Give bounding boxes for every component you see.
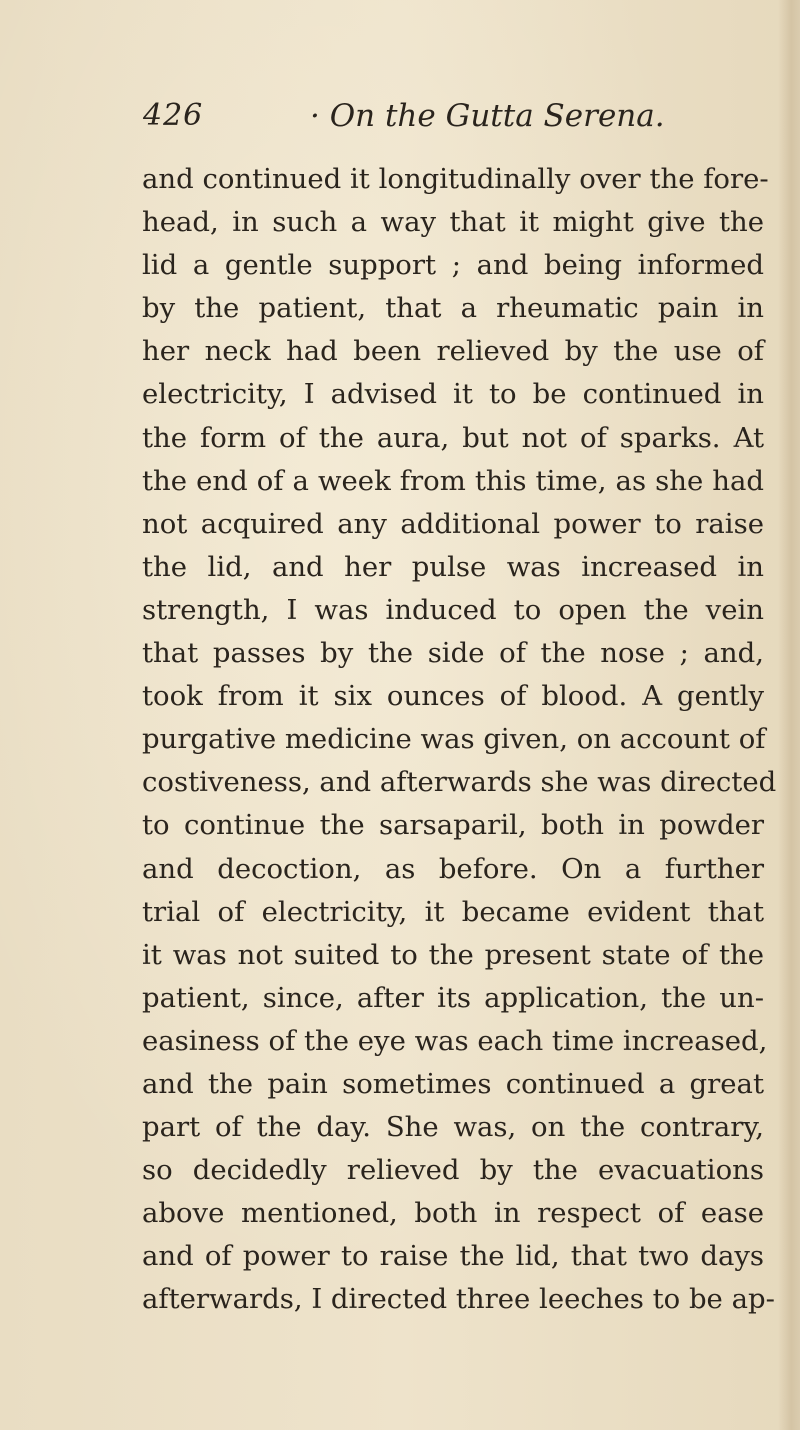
- running-header: [143, 98, 663, 144]
- text-line: by the patient, that a rheumatic pain in: [142, 292, 764, 325]
- text-line: afterwards, I directed three leeches to be ap-: [142, 1283, 775, 1316]
- text-line: it was not suited to the present state of the: [142, 938, 764, 971]
- text-line: the end of a week from this time, as she had: [142, 464, 764, 497]
- text-line: so decidedly relieved by the evacuations: [142, 1154, 764, 1187]
- page-number: 426: [143, 98, 204, 133]
- text-line: electricity, I advised it to be continued in: [142, 378, 764, 411]
- text-line: costiveness, and afterwards she was directed: [142, 766, 777, 799]
- text-line: part of the day. She was, on the contrary,: [142, 1111, 764, 1144]
- text-line: patient, since, after its application, the un-: [142, 981, 764, 1014]
- text-line: strength, I was induced to open the vein: [142, 593, 764, 626]
- text-line: purgative medicine was given, on account of: [142, 723, 766, 756]
- running-title: · On the Gutta Serena.: [310, 98, 665, 134]
- text-line: to continue the sarsaparil, both in powder: [142, 809, 764, 842]
- text-line: easiness of the eye was each time increased,: [142, 1024, 768, 1057]
- text-line: her neck had been relieved by the use of: [142, 335, 764, 368]
- page-edge-shadow: [778, 0, 800, 1430]
- text-line: and the pain sometimes continued a great: [142, 1067, 764, 1100]
- text-line: took from it six ounces of blood. A gently: [142, 680, 764, 713]
- text-line: the form of the aura, but not of sparks. At: [142, 421, 764, 454]
- text-line: and continued it longitudinally over the fore-: [142, 163, 769, 195]
- text-line: the lid, and her pulse was increased in: [142, 550, 764, 583]
- text-line: lid a gentle support ; and being informed: [142, 249, 764, 282]
- text-line: that passes by the side of the nose ; and,: [142, 637, 764, 670]
- text-line: not acquired any additional power to raise: [142, 507, 764, 540]
- text-line: head, in such a way that it might give the: [142, 206, 764, 239]
- body-text: [142, 158, 777, 1322]
- text-line: trial of electricity, it became evident that: [142, 895, 764, 928]
- text-line: and decoction, as before. On a further: [142, 852, 764, 885]
- text-line: above mentioned, both in respect of ease: [142, 1197, 764, 1230]
- text-line: and of power to raise the lid, that two days: [142, 1240, 764, 1273]
